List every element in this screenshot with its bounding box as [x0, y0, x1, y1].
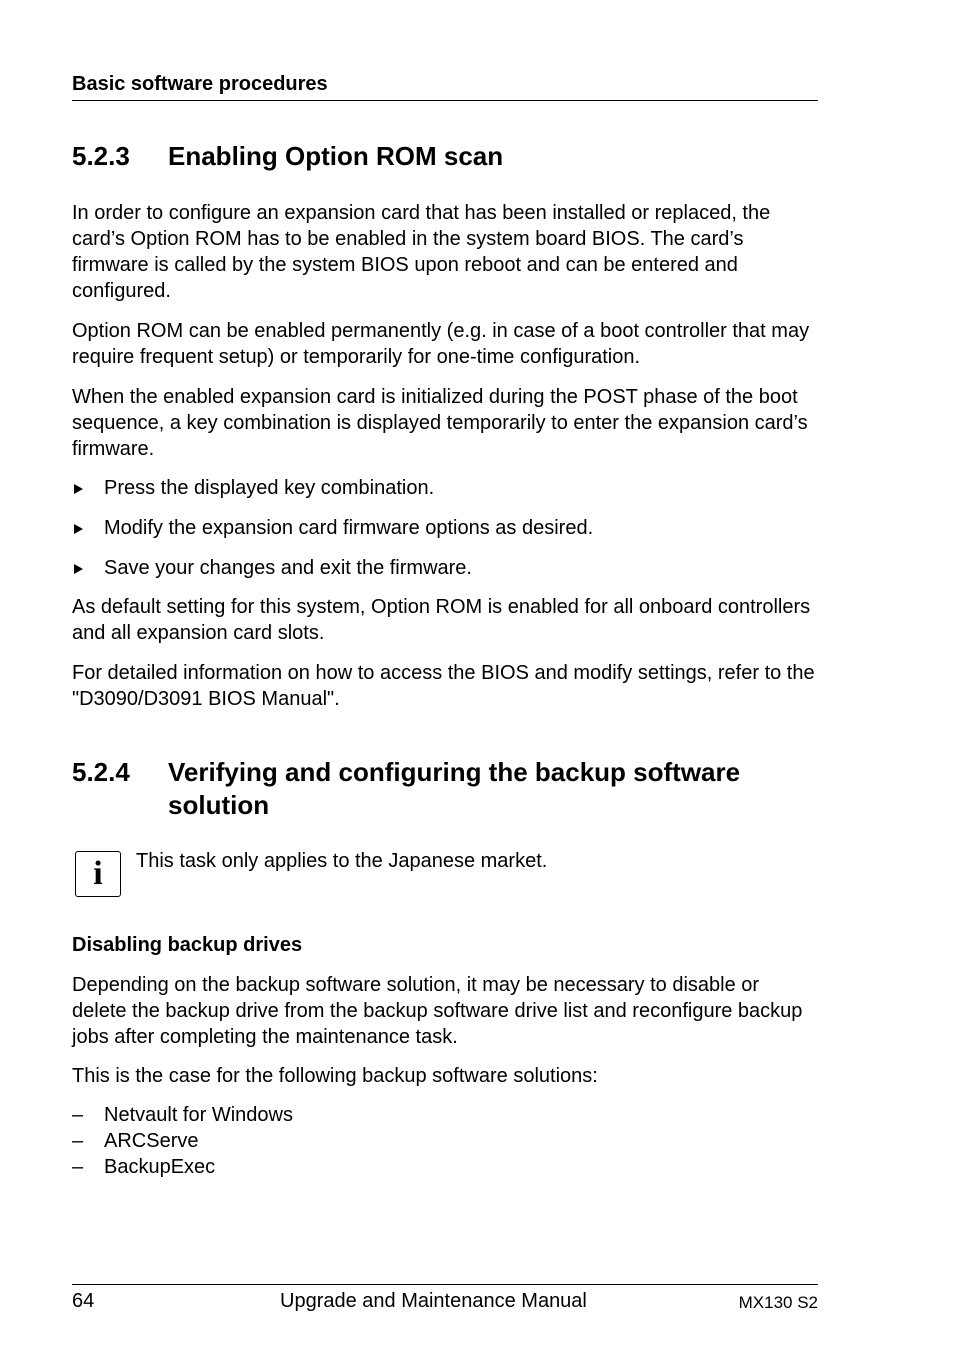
section-number: 5.2.4 [72, 757, 130, 787]
paragraph: As default setting for this system, Option ROM is enabled for all onboard controllers and all expansion card slots. [72, 596, 811, 644]
paragraph: Option ROM can be enabled permanently (e.g. in case of a boot controller that may require frequent setup) or temporarily for one-time configuration. [72, 320, 810, 368]
list-item-text: BackupExec [104, 1156, 216, 1178]
running-header: Basic software procedures [72, 72, 818, 101]
paragraph: In order to configure an expansion card that has been installed or replaced, the card’s Option ROM has to be enabled in the system board BIOS. The card’s firmware is called by the system BIOS upon reboot and can be entered and configured. [72, 202, 771, 302]
note-text: This task only applies to the Japanese market. [136, 850, 548, 872]
section-number: 5.2.3 [72, 141, 130, 171]
model-name: MX130 S2 [738, 1293, 818, 1312]
paragraph: This is the case for the following backup software solutions: [72, 1065, 598, 1087]
list-item [72, 1102, 818, 1128]
step-text: Save your changes and exit the firmware. [104, 557, 472, 579]
manual-title: Upgrade and Maintenance Manual [280, 1290, 587, 1312]
arrow-bullet-icon [74, 484, 83, 494]
dash-marker: – [72, 1156, 84, 1178]
section-5-2-3-heading [72, 140, 818, 173]
arrow-bullet-icon [74, 564, 83, 574]
subheading: Disabling backup drives [72, 934, 303, 956]
section-5-2-4-heading [72, 756, 818, 822]
section-title: Verifying and configuring the backup software solution [168, 757, 741, 820]
paragraph: For detailed information on how to access the BIOS and modify settings, refer to the "D3090/D3091 BIOS Manual". [72, 662, 815, 710]
paragraph: Depending on the backup software solution, it may be necessary to disable or delete the backup drive from the backup software drive list and reconfigure backup jobs after completing the maintenance task. [72, 974, 803, 1048]
dash-marker: – [72, 1130, 84, 1152]
list-item-text: Netvault for Windows [104, 1104, 293, 1126]
arrow-bullet-icon [74, 524, 83, 534]
list-item-text: ARCServe [104, 1130, 199, 1152]
page-footer [72, 1284, 818, 1319]
info-icon: i [75, 851, 121, 897]
step-text: Modify the expansion card firmware options as desired. [104, 517, 594, 539]
backup-solutions-list [72, 1102, 818, 1180]
list-item [72, 1154, 818, 1180]
list-item [72, 1128, 818, 1154]
step-item [72, 475, 818, 501]
page-number: 64 [72, 1290, 95, 1312]
dash-marker: – [72, 1104, 84, 1126]
step-item [72, 515, 818, 541]
paragraph: When the enabled expansion card is initialized during the POST phase of the boot sequence, a key combination is displayed temporarily to enter the expansion card’s firmware. [72, 386, 808, 460]
step-item [72, 555, 818, 581]
section-title: Enabling Option ROM scan [168, 141, 504, 171]
step-text: Press the displayed key combination. [104, 477, 435, 499]
